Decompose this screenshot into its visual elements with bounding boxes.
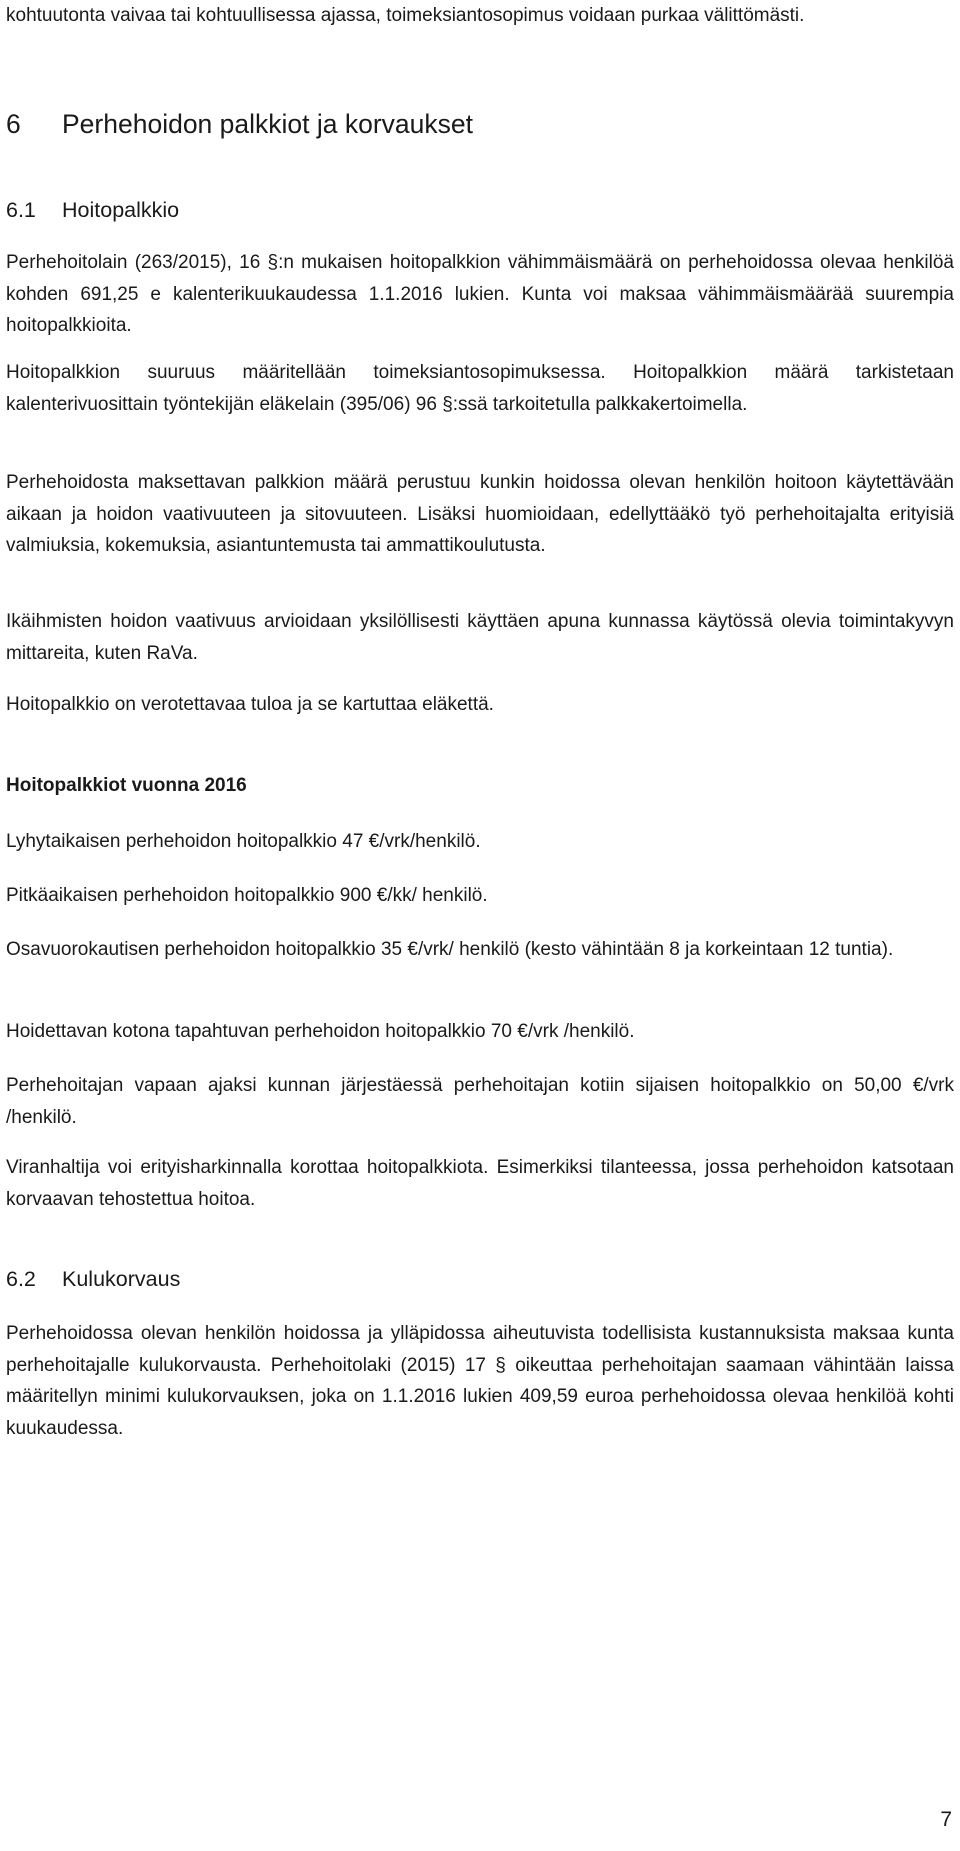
- rate-short-term: Lyhytaikaisen perhehoidon hoitopalkkio 47 €/vrk/henkilö.: [6, 831, 481, 852]
- hoitopalkkio-paragraph-1: Perhehoitolain (263/2015), 16 §:n mukaisen hoitopalkkion vähimmäismäärä on perhehoidossa olevaa henkilöä kohden 691,25 e kalenterikuukaudessa 1.1.2016 lukien. Kunta voi maksaa vähimmäismäärää suurempia hoitopalkkioita.: [6, 252, 954, 336]
- section-6-1-heading: [6, 195, 954, 225]
- hoitopalkkio-paragraph-4: Ikäihmisten hoidon vaativuus arvioidaan yksilöllisesti käyttäen apuna kunnassa käytössä olevia toimintakyvyn mittareita, kuten RaVa.: [6, 611, 954, 664]
- section-6-number: 6: [6, 109, 21, 139]
- hoitopalkkiot-2016-subheading: Hoitopalkkiot vuonna 2016: [6, 775, 247, 796]
- rate-discretionary-increase: Viranhaltija voi erityisharkinnalla korottaa hoitopalkkiota. Esimerkiksi tilanteessa, jossa perhehoidon katsotaan korvaavan tehostettua hoitoa.: [6, 1157, 954, 1210]
- section-6-2-number: 6.2: [6, 1267, 36, 1291]
- hoitopalkkio-paragraph-3: Perhehoidosta maksettavan palkkion määrä perustuu kunkin hoidossa olevan henkilön hoitoon käytettävään aikaan ja hoidon vaativuuteen ja sitovuuteen. Lisäksi huomioidaan, edellyttääkö työ perhehoitajalta erityisiä valmiuksia, kokemuksia, asiantuntemusta tai ammattikoulutusta.: [6, 472, 954, 556]
- section-6-2-title: Kulukorvaus: [62, 1267, 181, 1291]
- rate-substitute: Perhehoitajan vapaan ajaksi kunnan järjestäessä perhehoitajan kotiin sijaisen hoitopalkkio on 50,00 €/vrk /henkilö.: [6, 1075, 954, 1128]
- hoitopalkkio-paragraph-2: Hoitopalkkion suuruus määritellään toimeksiantosopimuksessa. Hoitopalkkion määrä tarkistetaan kalenterivuosittain työntekijän eläkelain (395/06) 96 §:ssä tarkoitetulla palkkakertoimella.: [6, 362, 954, 415]
- section-6-title: Perhehoidon palkkiot ja korvaukset: [62, 109, 473, 139]
- section-6-2-heading: [6, 1264, 954, 1294]
- section-6-1-title: Hoitopalkkio: [62, 198, 180, 222]
- hoitopalkkio-paragraph-5: Hoitopalkkio on verotettavaa tuloa ja se kartuttaa eläkettä.: [6, 694, 494, 715]
- section-6-heading: [6, 108, 954, 140]
- rate-long-term: Pitkäaikaisen perhehoidon hoitopalkkio 900 €/kk/ henkilö.: [6, 885, 488, 906]
- rate-home-care: Hoidettavan kotona tapahtuvan perhehoidon hoitopalkkio 70 €/vrk /henkilö.: [6, 1021, 635, 1042]
- kulukorvaus-paragraph: Perhehoidossa olevan henkilön hoidossa ja ylläpidossa aiheutuvista todellisista kustannuksista maksaa kunta perhehoitajalle kulukorvausta. Perhehoitolaki (2015) 17 § oikeuttaa perhehoitajan saamaan vähintään laissa määritellyn minimi kulukorvauksen, joka on 1.1.2016 lukien 409,59 euroa perhehoidossa olevaa henkilöä kohti kuukaudessa.: [6, 1323, 954, 1439]
- page-number: 7: [940, 1808, 952, 1831]
- section-6-1-number: 6.1: [6, 198, 36, 222]
- rate-part-day: Osavuorokautisen perhehoidon hoitopalkkio 35 €/vrk/ henkilö (kesto vähintään 8 ja korkeintaan 12 tuntia).: [6, 939, 894, 960]
- intro-paragraph: kohtuutonta vaivaa tai kohtuullisessa ajassa, toimeksiantosopimus voidaan purkaa välittömästi.: [6, 5, 805, 26]
